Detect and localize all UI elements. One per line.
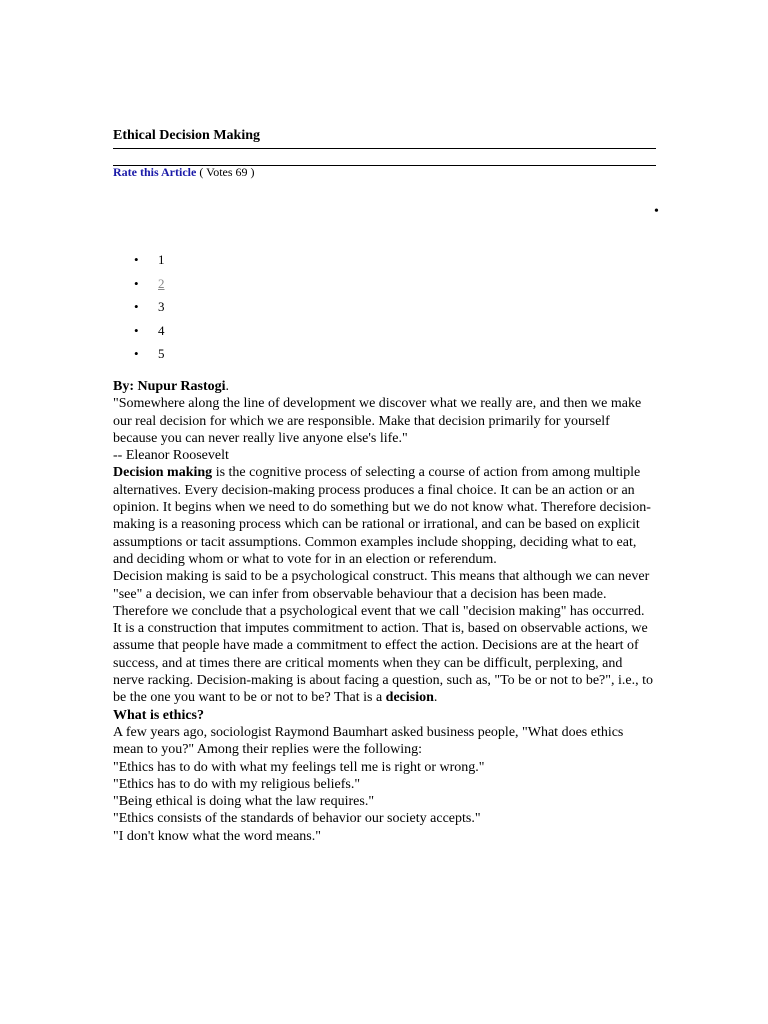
quote: "Somewhere along the line of development we discover what we really are, and then we make our real decision for which we are responsible. Make that decision primarily for yourself because you can never really live anyone else's life." — [113, 396, 642, 446]
ethics-reply: "I don't know what the word means." — [113, 828, 321, 844]
rating-option-4[interactable] — [134, 322, 165, 346]
byline-author: By: Nupur Rastogi — [113, 379, 226, 394]
rating-option-link[interactable]: 2 — [158, 275, 165, 291]
rating-bar — [113, 165, 255, 180]
rating-list — [134, 251, 165, 369]
rating-option-5[interactable] — [134, 345, 165, 369]
votes-count: ( Votes 69 ) — [199, 165, 255, 179]
paragraph-baumhart: A few years ago, sociologist Raymond Baumhart asked business people, "What does ethics mean to you?" Among their replies were the following: — [113, 724, 624, 758]
rating-option-label: 3 — [158, 299, 165, 314]
bullet-icon: • — [134, 299, 139, 314]
bullet-icon: • — [134, 252, 139, 267]
ethics-reply: "Ethics consists of the standards of behavior our society accepts." — [113, 811, 481, 827]
page-title: Ethical Decision Making — [113, 128, 261, 143]
paragraph-decision-making: Decision making is the cognitive process of selecting a course of action from among multiple alternatives. Every decision-making process produces a final choice. It can be an action or an opinion. It begins when we need to do something but we do not know what. Therefore decision-making is a reasoning process which can be rational or irrational, and can be based on explicit assumptions or tacit assumptions. Common examples include shopping, deciding what to eat, and deciding whom or what to vote for in an election or referendum. — [113, 465, 651, 567]
article-body — [113, 378, 653, 845]
ethics-reply: "Being ethical is doing what the law requires." — [113, 794, 375, 810]
byline: By: Nupur Rastogi. — [113, 379, 230, 394]
bullet-icon: • — [134, 346, 139, 361]
heading-what-is-ethics: What is ethics? — [113, 707, 204, 723]
quote-author: -- Eleanor Roosevelt — [113, 448, 229, 464]
rating-option-label: 5 — [158, 346, 165, 361]
rating-option-label: 4 — [158, 322, 165, 338]
bullet-icon: • — [134, 275, 139, 291]
rating-option-1[interactable] — [134, 251, 165, 275]
bullet-icon: • — [134, 322, 139, 338]
paragraph-psychological-construct: Decision making is said to be a psychological construct. This means that although we can never "see" a decision, we can infer from observable behaviour that a decision has been made. Therefore we conclude that a psychological event that we call "decision making" has occurred. It is a construction that imputes commitment to action. That is, based on observable actions, we assume that people have made a commitment to effect the action. Decisions are at the heart of success, and at times there are critical moments when they can be difficult, perplexing, and nerve racking. Decision-making is about facing a question, such as, "To be or not to be?", i.e., to be the one you want to be or not to be? That is a decision. — [113, 569, 653, 706]
rating-option-label: 1 — [158, 252, 165, 267]
ethics-reply: "Ethics has to do with what my feelings tell me is right or wrong." — [113, 759, 485, 775]
ethics-reply: "Ethics has to do with my religious beliefs." — [113, 776, 361, 792]
bullet-icon: • — [654, 204, 659, 219]
rating-option-3[interactable] — [134, 298, 165, 322]
rating-option-2[interactable] — [134, 275, 165, 299]
title-divider — [113, 148, 656, 149]
rate-article-link[interactable]: Rate this Article — [113, 165, 197, 179]
